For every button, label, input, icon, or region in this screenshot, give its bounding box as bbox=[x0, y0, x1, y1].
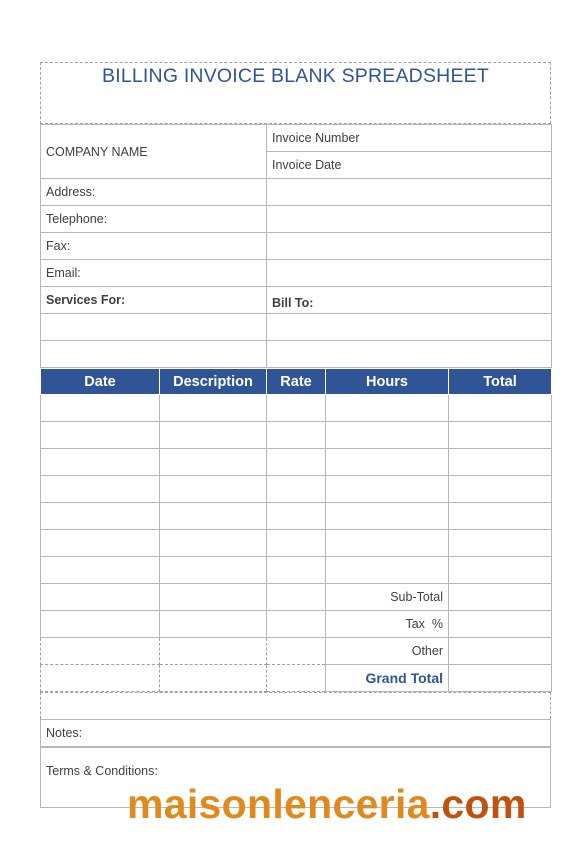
telephone-value-cell[interactable] bbox=[267, 206, 552, 233]
tax-value[interactable] bbox=[449, 611, 552, 638]
rate-cell[interactable] bbox=[267, 422, 326, 449]
services-for-cell[interactable] bbox=[41, 287, 267, 314]
rate-cell[interactable] bbox=[267, 530, 326, 557]
description-cell[interactable] bbox=[160, 503, 267, 530]
total-cell[interactable] bbox=[449, 557, 552, 584]
hours-cell[interactable] bbox=[326, 449, 449, 476]
column-header-rate: Rate bbox=[267, 369, 326, 395]
bill-to-label: Bill To: bbox=[272, 296, 314, 310]
rate-cell[interactable] bbox=[267, 638, 326, 665]
date-cell[interactable] bbox=[41, 476, 160, 503]
bill-to-cell[interactable] bbox=[267, 287, 552, 314]
notes-table bbox=[40, 692, 551, 747]
description-cell[interactable] bbox=[160, 476, 267, 503]
total-cell[interactable] bbox=[449, 395, 552, 422]
tax-row bbox=[41, 611, 552, 638]
date-cell[interactable] bbox=[41, 395, 160, 422]
watermark-logo bbox=[127, 781, 527, 828]
rate-cell[interactable] bbox=[267, 449, 326, 476]
invoice-number-cell[interactable] bbox=[267, 125, 552, 152]
description-cell[interactable] bbox=[160, 449, 267, 476]
email-cell[interactable] bbox=[41, 260, 267, 287]
description-cell[interactable] bbox=[160, 665, 267, 692]
table-row bbox=[41, 557, 552, 584]
description-cell[interactable] bbox=[160, 530, 267, 557]
rate-cell[interactable] bbox=[267, 503, 326, 530]
email-label: Email: bbox=[46, 266, 81, 280]
terms-label: Terms & Conditions: bbox=[46, 764, 158, 778]
other-value[interactable] bbox=[449, 638, 552, 665]
table-row bbox=[41, 395, 552, 422]
services-for-value-2[interactable] bbox=[41, 341, 267, 368]
column-header-description: Description bbox=[160, 369, 267, 395]
table-row bbox=[41, 476, 552, 503]
total-cell[interactable] bbox=[449, 530, 552, 557]
grand-total-label: Grand Total bbox=[326, 665, 449, 692]
fax-cell[interactable] bbox=[41, 233, 267, 260]
subtotal-label: Sub-Total bbox=[326, 584, 449, 611]
grand-total-row bbox=[41, 665, 552, 692]
total-cell[interactable] bbox=[449, 503, 552, 530]
services-for-value-1[interactable] bbox=[41, 314, 267, 341]
total-cell[interactable] bbox=[449, 476, 552, 503]
description-cell[interactable] bbox=[160, 611, 267, 638]
hours-cell[interactable] bbox=[326, 557, 449, 584]
hours-cell[interactable] bbox=[326, 503, 449, 530]
date-cell[interactable] bbox=[41, 530, 160, 557]
description-cell[interactable] bbox=[160, 422, 267, 449]
company-name-cell[interactable] bbox=[41, 125, 267, 179]
email-value-cell[interactable] bbox=[267, 260, 552, 287]
date-cell[interactable] bbox=[41, 557, 160, 584]
invoice-date-cell[interactable] bbox=[267, 152, 552, 179]
info-table bbox=[40, 124, 552, 368]
description-cell[interactable] bbox=[160, 395, 267, 422]
hours-cell[interactable] bbox=[326, 476, 449, 503]
description-cell[interactable] bbox=[160, 584, 267, 611]
table-row bbox=[41, 503, 552, 530]
services-for-label: Services For: bbox=[46, 293, 126, 307]
spacer-cell bbox=[41, 693, 551, 720]
fax-value-cell[interactable] bbox=[267, 233, 552, 260]
date-cell[interactable] bbox=[41, 422, 160, 449]
description-cell[interactable] bbox=[160, 557, 267, 584]
date-cell[interactable] bbox=[41, 449, 160, 476]
bill-to-value-1[interactable] bbox=[267, 314, 552, 341]
tax-label: Tax % bbox=[326, 611, 449, 638]
table-row bbox=[41, 530, 552, 557]
rate-cell[interactable] bbox=[267, 584, 326, 611]
fax-label: Fax: bbox=[46, 239, 71, 253]
hours-cell[interactable] bbox=[326, 422, 449, 449]
table-row bbox=[41, 449, 552, 476]
address-label: Address: bbox=[46, 185, 96, 199]
company-name-label: COMPANY NAME bbox=[46, 144, 148, 159]
bill-to-value-2[interactable] bbox=[267, 341, 552, 368]
total-cell[interactable] bbox=[449, 422, 552, 449]
title-box bbox=[40, 62, 551, 124]
notes-cell[interactable] bbox=[41, 720, 551, 747]
description-cell[interactable] bbox=[160, 638, 267, 665]
notes-label: Notes: bbox=[46, 726, 83, 740]
total-cell[interactable] bbox=[449, 449, 552, 476]
date-cell[interactable] bbox=[41, 665, 160, 692]
hours-cell[interactable] bbox=[326, 530, 449, 557]
hours-cell[interactable] bbox=[326, 395, 449, 422]
rate-cell[interactable] bbox=[267, 476, 326, 503]
date-cell[interactable] bbox=[41, 503, 160, 530]
invoice-date-label: Invoice Date bbox=[272, 158, 342, 172]
invoice-number-label: Invoice Number bbox=[272, 131, 360, 145]
other-row bbox=[41, 638, 552, 665]
subtotal-row bbox=[41, 584, 552, 611]
date-cell[interactable] bbox=[41, 611, 160, 638]
grand-total-value[interactable] bbox=[449, 665, 552, 692]
column-header-date: Date bbox=[41, 369, 160, 395]
watermark-part-2: .com bbox=[429, 781, 527, 827]
items-table bbox=[40, 368, 552, 692]
column-header-hours: Hours bbox=[326, 369, 449, 395]
date-cell[interactable] bbox=[41, 584, 160, 611]
date-cell[interactable] bbox=[41, 638, 160, 665]
telephone-label: Telephone: bbox=[46, 212, 108, 226]
watermark-part-1: maisonlenceria bbox=[127, 781, 430, 827]
column-header-total: Total bbox=[449, 369, 552, 395]
invoice-title: BILLING INVOICE BLANK SPREADSHEET bbox=[102, 65, 489, 87]
other-label: Other bbox=[326, 638, 449, 665]
rate-cell[interactable] bbox=[267, 557, 326, 584]
rate-cell[interactable] bbox=[267, 611, 326, 638]
telephone-cell[interactable] bbox=[41, 206, 267, 233]
items-header-row bbox=[41, 369, 552, 395]
address-cell[interactable] bbox=[41, 179, 267, 206]
subtotal-value[interactable] bbox=[449, 584, 552, 611]
invoice-sheet bbox=[40, 62, 551, 808]
table-row bbox=[41, 422, 552, 449]
address-value-cell[interactable] bbox=[267, 179, 552, 206]
rate-cell[interactable] bbox=[267, 665, 326, 692]
rate-cell[interactable] bbox=[267, 395, 326, 422]
